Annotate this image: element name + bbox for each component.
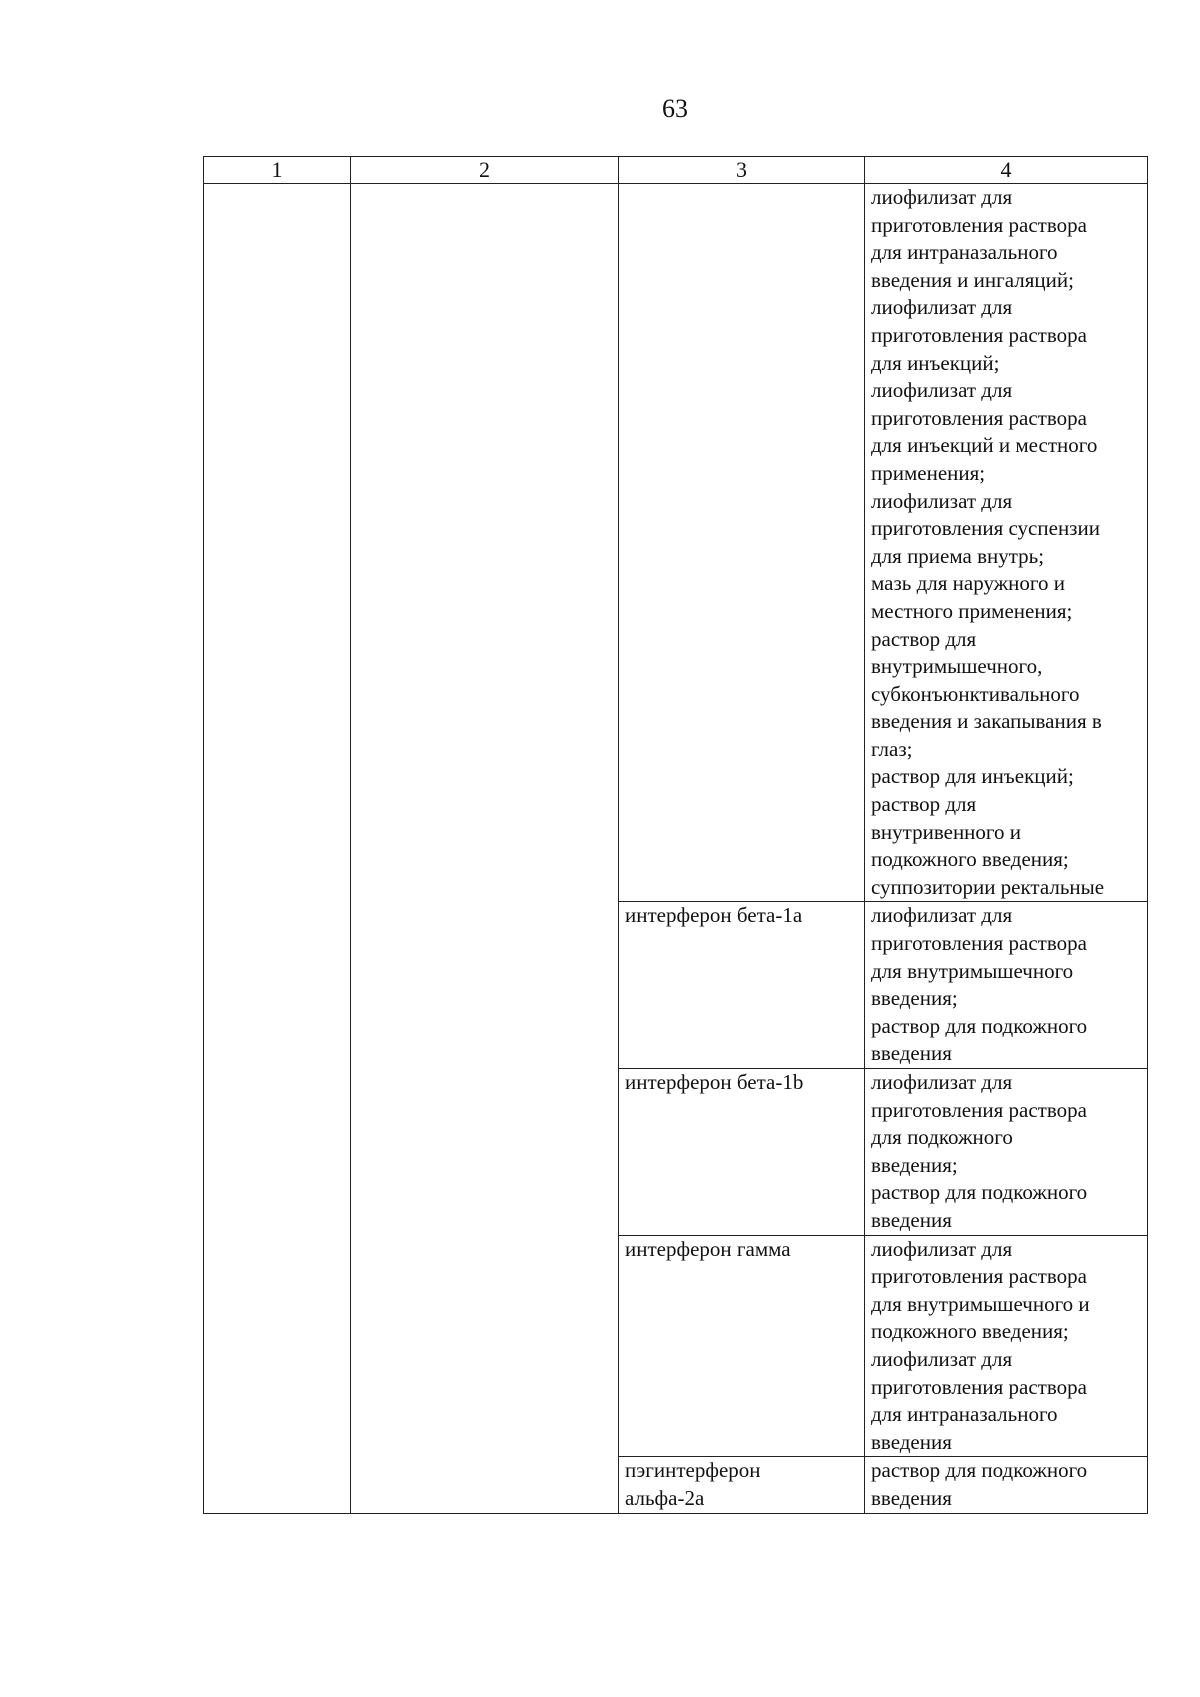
drug-name-line: интерферон бета-1a <box>625 903 803 928</box>
dosage-form-line: применения; <box>871 460 986 485</box>
dosage-form-line: лиофилизат для <box>871 1070 1013 1094</box>
dosage-form-cell <box>865 902 1148 1069</box>
dosage-form-line: приготовления раствора <box>871 405 1087 430</box>
dosage-form-cell <box>865 184 1148 902</box>
dosage-form-line: лиофилизат для <box>871 903 1013 928</box>
dosage-form-cell <box>865 1457 1148 1513</box>
drug-name-line: пэгинтерферон <box>625 1458 761 1483</box>
dosage-form-line: лиофилизат для <box>871 1236 1013 1261</box>
dosage-form-line: приготовления раствора <box>871 1264 1087 1289</box>
table-row <box>204 184 1148 902</box>
dosage-form-line: введения и закапывания в <box>871 709 1102 734</box>
drug-name-line: альфа-2a <box>625 1485 705 1510</box>
dosage-form-line: субконъюнктивального <box>871 681 1080 706</box>
dosage-form-line: приготовления раствора <box>871 1374 1087 1399</box>
drug-name-cell <box>619 1457 865 1513</box>
dosage-form-line: раствор для подкожного <box>871 1458 1088 1483</box>
dosage-form-line: введения <box>871 1429 952 1454</box>
dosage-form-line: введения; <box>871 1152 958 1177</box>
dosage-form-line: для внутримышечного и <box>871 1291 1090 1316</box>
drug-name-line: интерферон гамма <box>625 1236 791 1261</box>
dosage-form-line: введения; <box>871 986 958 1011</box>
dosage-form-line: для внутримышечного <box>871 958 1074 983</box>
dosage-form-line: раствор для подкожного <box>871 1013 1088 1038</box>
dosage-form-line: лиофилизат для <box>871 185 1013 209</box>
dosage-form-line: раствор для подкожного <box>871 1180 1088 1205</box>
dosage-form-line: введения <box>871 1207 952 1232</box>
dosage-form-line: подкожного введения; <box>871 1319 1069 1344</box>
drug-table <box>203 156 1148 1514</box>
dosage-form-line: для интраназального <box>871 1402 1058 1427</box>
dosage-form-line: местного применения; <box>871 598 1073 623</box>
dosage-form-line: для инъекций и местного <box>871 433 1098 458</box>
dosage-form-line: мазь для наружного и <box>871 571 1065 596</box>
header-cell-2: 2 <box>351 157 619 184</box>
dosage-form-line: лиофилизат для <box>871 1346 1013 1371</box>
dosage-form-line: приготовления раствора <box>871 931 1087 956</box>
drug-name-cell <box>619 1235 865 1457</box>
empty-merged-cell-1 <box>204 184 351 1514</box>
dosage-form-line: введения <box>871 1485 952 1510</box>
dosage-form-line: введения и ингаляций; <box>871 267 1074 292</box>
dosage-form-line: лиофилизат для <box>871 488 1013 513</box>
dosage-form-line: введения <box>871 1041 952 1066</box>
dosage-form-line: для подкожного <box>871 1125 1013 1150</box>
dosage-form-line: раствор для инъекций; <box>871 764 1074 789</box>
drug-name-cell <box>619 1069 865 1236</box>
header-cell-3: 3 <box>619 157 865 184</box>
empty-merged-cell-2 <box>351 184 619 1514</box>
header-cell-4: 4 <box>865 157 1148 184</box>
table-header-row <box>204 157 1148 184</box>
dosage-form-cell <box>865 1069 1148 1236</box>
dosage-form-line: приготовления раствора <box>871 322 1087 347</box>
dosage-form-line: суппозитории ректальные <box>871 874 1105 899</box>
dosage-form-line: подкожного введения; <box>871 847 1069 872</box>
dosage-form-line: приготовления раствора <box>871 1097 1087 1122</box>
dosage-form-line: внутривенного и <box>871 819 1021 844</box>
dosage-form-line: лиофилизат для <box>871 295 1013 320</box>
dosage-form-line: для приема внутрь; <box>871 543 1045 568</box>
drug-name-cell <box>619 902 865 1069</box>
dosage-form-line: лиофилизат для <box>871 378 1013 403</box>
page-number: 63 <box>662 94 688 123</box>
dosage-form-line: внутримышечного, <box>871 654 1043 679</box>
table-body <box>204 157 1148 1514</box>
dosage-form-line: глаз; <box>871 736 913 761</box>
dosage-form-line: раствор для <box>871 792 977 817</box>
dosage-form-line: для инъекций; <box>871 350 1000 375</box>
dosage-form-line: для интраназального <box>871 240 1058 265</box>
dosage-form-line: приготовления раствора <box>871 212 1087 237</box>
drug-name-cell <box>619 184 865 902</box>
dosage-form-line: раствор для <box>871 626 977 651</box>
drug-name-line: интерферон бета-1b <box>625 1070 804 1094</box>
dosage-form-line: приготовления суспензии <box>871 516 1100 541</box>
header-cell-1: 1 <box>204 157 351 184</box>
dosage-form-cell <box>865 1235 1148 1457</box>
